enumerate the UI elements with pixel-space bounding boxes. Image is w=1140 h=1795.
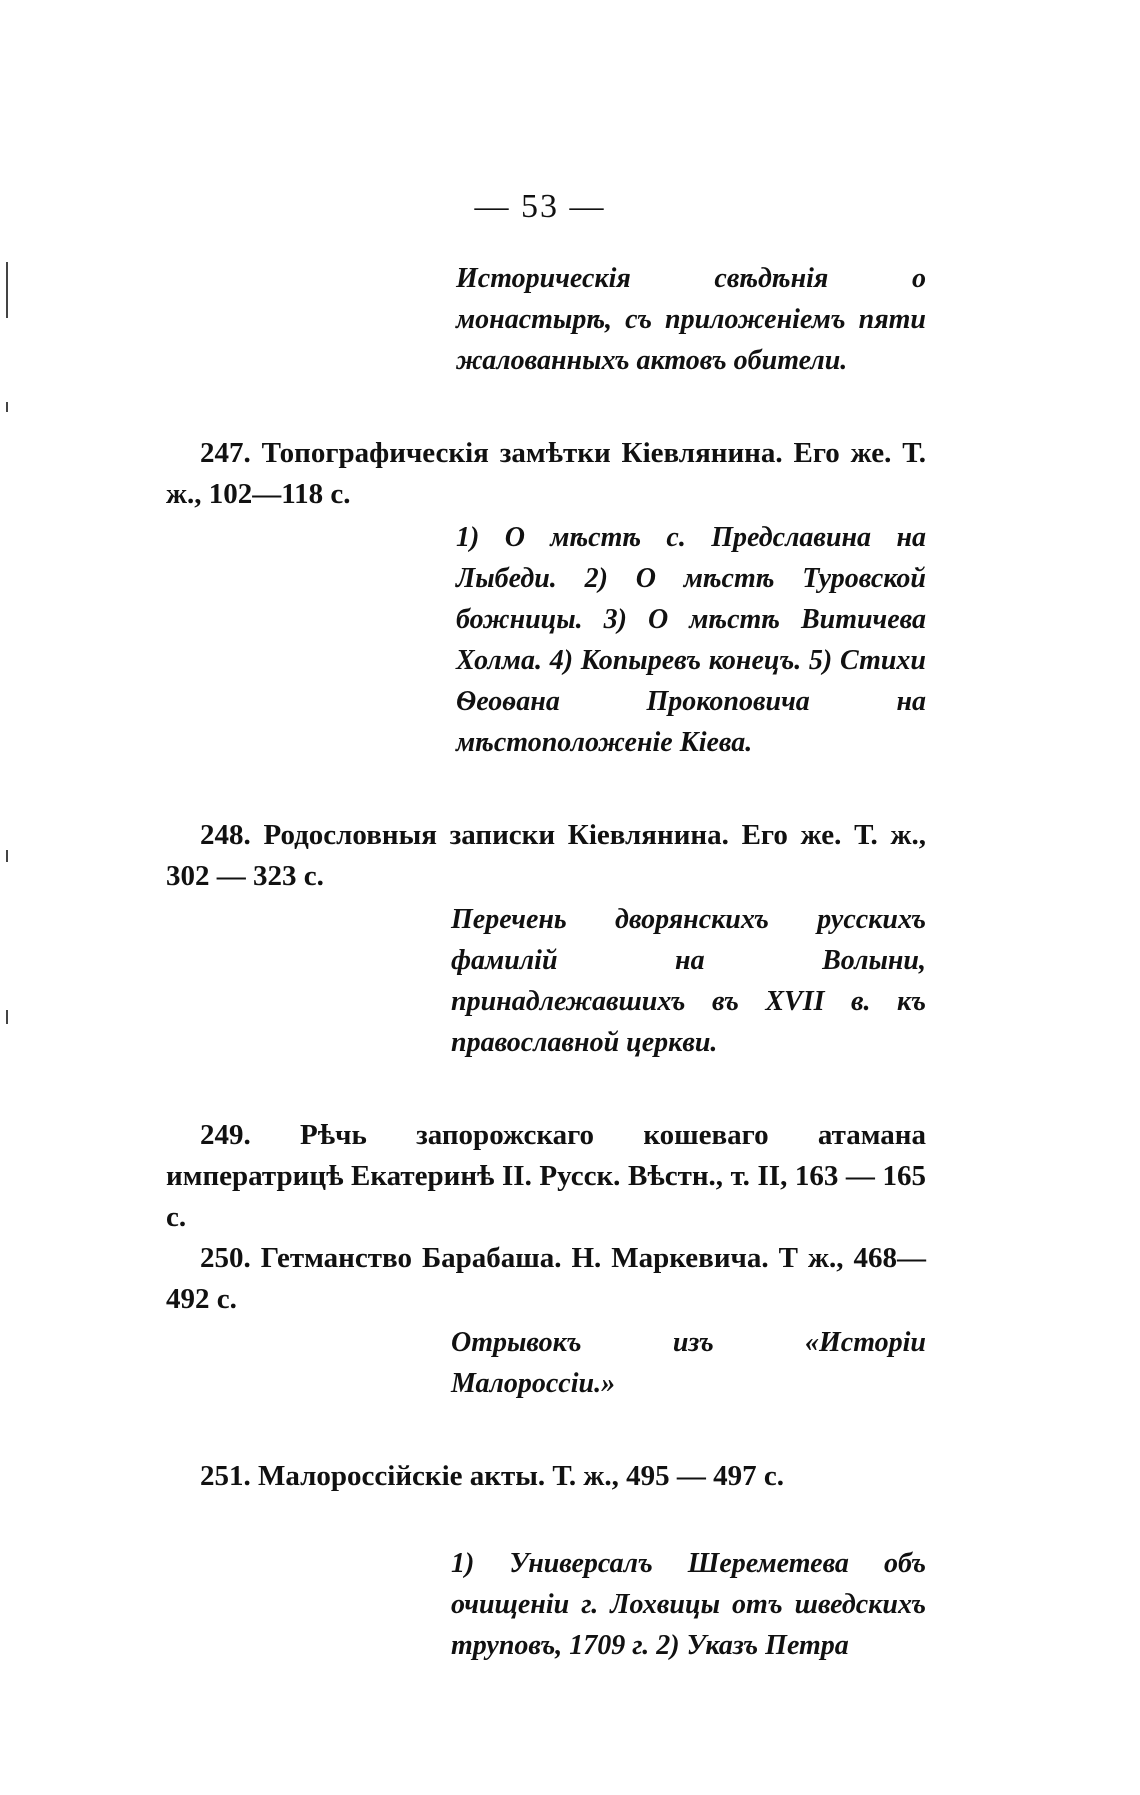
text-column xyxy=(166,258,926,1666)
bibliography-entry: 250. Гетманство Барабаша. Н. Маркевича. Т ж., 468—492 с. xyxy=(166,1242,926,1315)
margin-mark xyxy=(6,402,8,412)
bibliography-entry: 249. Рѣчь запорожскаго кошеваго атамана императрицѣ Екатеринѣ II. Русск. Вѣстн., т. II, 163 — 165 с. xyxy=(166,1119,926,1233)
annotation: Отрывокъ изъ «Исторіи Малороссіи.» xyxy=(451,1327,926,1399)
annotation: 1) Универсалъ Шереметева объ очищеніи г. Лохвицы отъ шведскихъ труповъ, 1709 г. 2) Указъ Петра xyxy=(451,1548,926,1661)
bibliography-entry: 251. Малороссійскіе акты. Т. ж., 495 — 497 с. xyxy=(200,1460,784,1492)
margin-mark xyxy=(6,850,8,862)
annotation: 1) О мѣстѣ с. Предславина на Лыбеди. 2) О мѣстѣ Туровской божницы. 3) О мѣстѣ Витичева Холма. 4) Копыревъ конецъ. 5) Стихи Ѳеоѳана Прокоповича на мѣстоположеніе Кіева. xyxy=(456,522,926,758)
annotation: Историческія свѣдѣнія о монастырѣ, съ приложеніемъ пяти жалованныхъ актовъ обители. xyxy=(456,263,926,376)
margin-mark xyxy=(6,1010,8,1024)
bibliography-entry: 247. Топографическія замѣтки Кіевлянина. Его же. Т. ж., 102—118 с. xyxy=(166,437,926,510)
bibliography-entry: 248. Родословныя записки Кіевлянина. Его же. Т. ж., 302 — 323 с. xyxy=(166,819,926,892)
margin-mark xyxy=(6,262,8,318)
annotation: Перечень дворянскихъ русскихъ фамилій на Волыни, принадлежавшихъ въ XVII в. къ православной церкви. xyxy=(451,904,926,1058)
page-number: — 53 — xyxy=(474,188,606,225)
